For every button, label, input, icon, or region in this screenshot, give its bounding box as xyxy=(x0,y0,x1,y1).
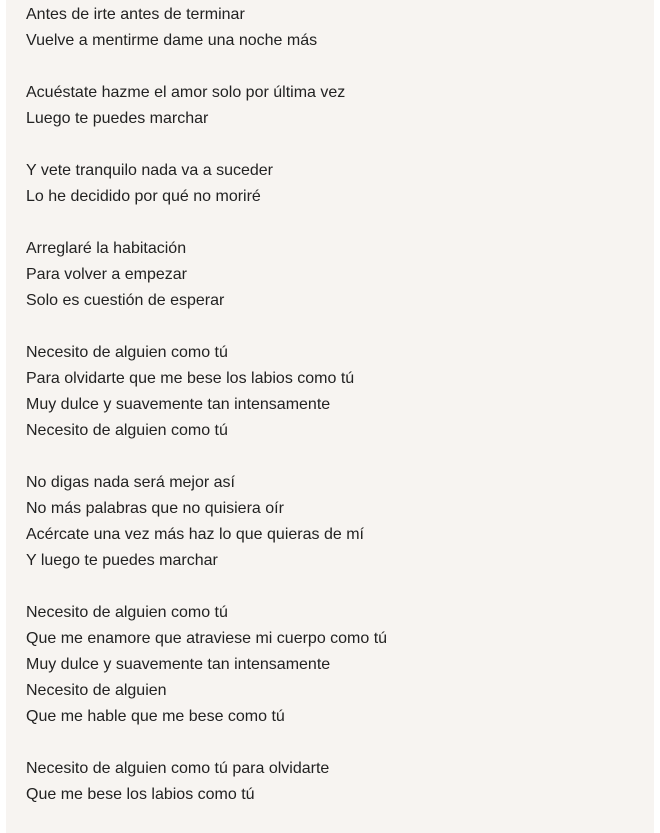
lyric-line: Necesito de alguien como tú para olvidarte xyxy=(26,760,330,777)
lyric-line: Necesito de alguien como tú xyxy=(26,604,228,621)
lyric-line: Necesito de alguien como tú xyxy=(26,422,228,439)
lyric-line: Necesito de alguien xyxy=(26,682,167,699)
lyric-line: Acércate una vez más haz lo que quieras de mí xyxy=(26,526,364,543)
lyric-line: Para volver a empezar xyxy=(26,266,187,283)
stanza-6 xyxy=(26,470,654,574)
lyric-line: Y vete tranquilo nada va a suceder xyxy=(26,162,273,179)
stanza-5 xyxy=(26,340,654,444)
stanza-8 xyxy=(26,756,654,808)
lyric-line: Que me bese los labios como tú xyxy=(26,786,255,803)
stanza-2 xyxy=(26,80,654,132)
lyric-line: Muy dulce y suavemente tan intensamente xyxy=(26,656,331,673)
stanza-1 xyxy=(26,2,654,54)
lyric-line: Para olvidarte que me bese los labios como tú xyxy=(26,370,355,387)
lyric-line: Solo es cuestión de esperar xyxy=(26,292,225,309)
lyric-line: Luego te puedes marchar xyxy=(26,110,209,127)
stanza-7 xyxy=(26,600,654,730)
lyric-line: Lo he decidido por qué no moriré xyxy=(26,188,261,205)
lyric-line: Que me hable que me bese como tú xyxy=(26,708,285,725)
lyric-line: Vuelve a mentirme dame una noche más xyxy=(26,32,318,49)
stanza-4 xyxy=(26,236,654,314)
lyric-line: Antes de irte antes de terminar xyxy=(26,6,245,23)
lyric-line: Acuéstate hazme el amor solo por última vez xyxy=(26,84,346,101)
lyric-line: Muy dulce y suavemente tan intensamente xyxy=(26,396,331,413)
lyric-line: Arreglaré la habitación xyxy=(26,240,187,257)
lyric-line: No digas nada será mejor así xyxy=(26,474,235,491)
lyric-line: Necesito de alguien como tú xyxy=(26,344,228,361)
lyric-line: Que me enamore que atraviese mi cuerpo como tú xyxy=(26,630,388,647)
lyric-line: No más palabras que no quisiera oír xyxy=(26,500,284,517)
stanza-3 xyxy=(26,158,654,210)
lyric-line: Y luego te puedes marchar xyxy=(26,552,218,569)
lyrics-panel xyxy=(6,0,654,833)
